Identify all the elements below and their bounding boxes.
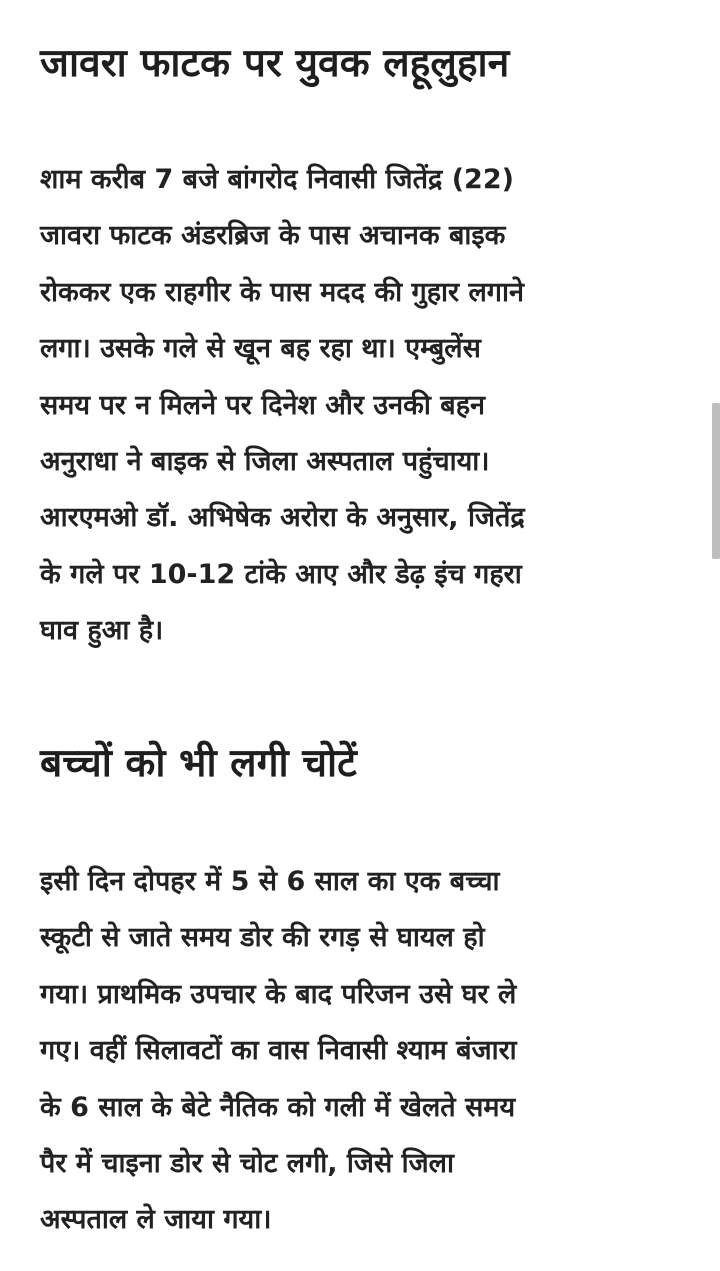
paragraph-line: अस्पताल ले जाया गया। — [40, 1204, 272, 1236]
scrollbar[interactable] — [712, 0, 720, 1271]
paragraph-line: के गले पर 10-12 टांके आए और डेढ़ इंच गहरा — [40, 558, 522, 590]
paragraph-line: लगा। उसके गले से खून बह रहा था। एम्बुलेंस — [40, 333, 481, 365]
paragraph-injured-youth — [40, 152, 688, 660]
paragraph-line: घाव हुआ है। — [40, 615, 164, 647]
paragraph-line: के 6 साल के बेटे नैतिक को गली में खेलते समय — [40, 1091, 516, 1123]
section-heading-injured-youth: जावरा फाटक पर युवक लहूलुहान — [40, 41, 510, 86]
paragraph-line: आरएमओ डॉ. अभिषेक अरोरा के अनुसार, जितेंद्र — [40, 502, 525, 534]
paragraph-line: गया। प्राथमिक उपचार के बाद परिजन उसे घर ले — [40, 978, 517, 1010]
paragraph-line: पैर में चाइना डोर से चोट लगी, जिसे जिला — [40, 1148, 454, 1180]
paragraph-line: शाम करीब 7 बजे बांगरोद निवासी जितेंद्र (22) — [40, 164, 514, 195]
paragraph-children-injured — [40, 854, 688, 1249]
paragraph-line: इसी दिन दोपहर में 5 से 6 साल का एक बच्चा — [40, 866, 500, 897]
paragraph-line: रोककर एक राहगीर के पास मदद की गुहार लगाने — [40, 276, 524, 308]
paragraph-line: गए। वहीं सिलावटों का वास निवासी श्याम बंजारा — [40, 1035, 517, 1067]
section-heading-children-injured: बच्चों को भी लगी चोटें — [40, 741, 357, 786]
paragraph-line: स्कूटी से जाते समय डोर की रगड़ से घायल हो — [40, 922, 485, 954]
scrollbar-thumb[interactable] — [712, 403, 720, 559]
paragraph-line: समय पर न मिलने पर दिनेश और उनकी बहन — [40, 389, 486, 421]
paragraph-line: जावरा फाटक अंडरब्रिज के पास अचानक बाइक — [40, 220, 506, 252]
paragraph-line: अनुराधा ने बाइक से जिला अस्पताल पहुंचाया। — [40, 446, 490, 478]
